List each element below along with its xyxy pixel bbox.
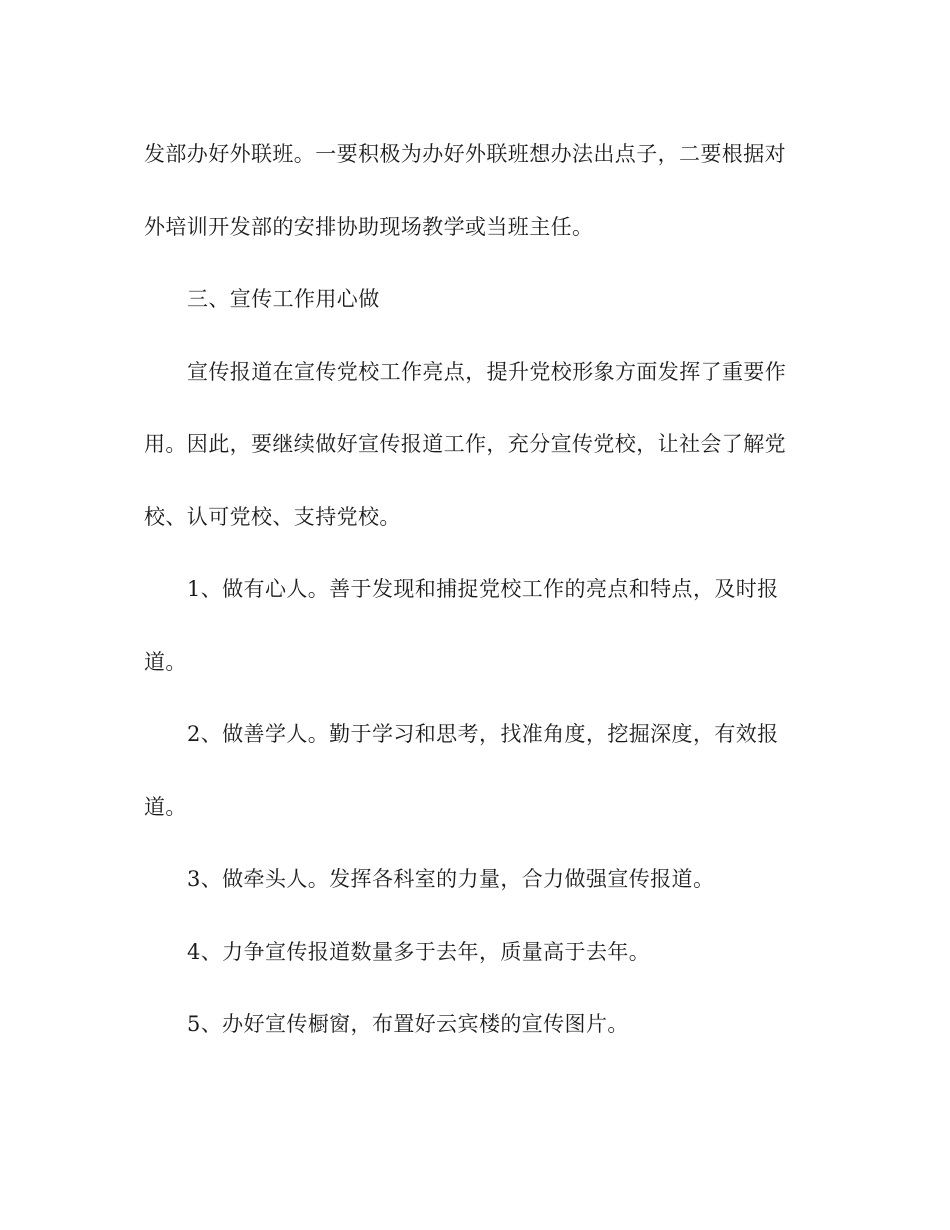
paragraph-continuation: 发部办好外联班。一要积极为办好外联班想办法出点子，二要根据对外培训开发部的安排协助现场教学或当班主任。 <box>144 142 786 239</box>
document-body <box>144 118 806 1061</box>
list-item-1: 1、做有心人。善于发现和捕捉党校工作的亮点和特点，及时报道。 <box>144 577 779 674</box>
paragraph-intro: 宣传报道在宣传党校工作亮点，提升党校形象方面发挥了重要作用。因此，要继续做好宣传报道工作，充分宣传党校，让社会了解党校、认可党校、支持党校。 <box>144 359 787 529</box>
section-heading: 三、宣传工作用心做 <box>187 287 380 311</box>
list-item-2: 2、做善学人。勤于学习和思考，找准角度，挖掘深度，有效报道。 <box>144 722 779 819</box>
list-item-3: 3、做牵头人。发挥各科室的力量，合力做强宣传报道。 <box>187 867 715 891</box>
list-item-5: 5、办好宣传橱窗，布置好云宾楼的宣传图片。 <box>187 1012 629 1036</box>
list-item-4: 4、力争宣传报道数量多于去年，质量高于去年。 <box>187 939 651 964</box>
